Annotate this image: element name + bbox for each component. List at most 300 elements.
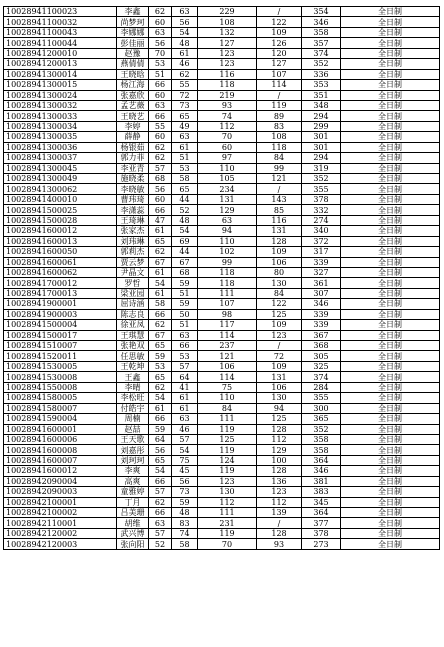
subject-one-score-cell: 93	[198, 100, 257, 110]
foreign-language-score-cell: 69	[172, 236, 198, 246]
politics-score-cell: 67	[149, 257, 172, 267]
study-mode-cell: 全日制	[341, 330, 440, 340]
table-row	[4, 27, 440, 37]
subject-two-score-cell: /	[257, 341, 302, 351]
table-row	[4, 236, 440, 246]
study-mode-cell: 全日制	[341, 278, 440, 288]
name-cell: 王天歌	[117, 434, 149, 444]
total-score-cell: 368	[302, 341, 341, 351]
total-score-cell: 383	[302, 487, 341, 497]
subject-one-score-cell: 111	[198, 508, 257, 518]
subject-one-score-cell: 129	[198, 205, 257, 215]
candidate-id-cell: 10028941100032	[4, 17, 117, 27]
table-row	[4, 455, 440, 465]
foreign-language-score-cell: 61	[172, 142, 198, 152]
study-mode-cell: 全日制	[341, 247, 440, 257]
total-score-cell: 340	[302, 226, 341, 236]
subject-one-score-cell: 116	[198, 69, 257, 79]
study-mode-cell: 全日制	[341, 38, 440, 48]
table-row	[4, 226, 440, 236]
candidate-id-cell: 10028941600006	[4, 434, 117, 444]
subject-one-score-cell: 119	[198, 466, 257, 476]
subject-two-score-cell: 123	[257, 487, 302, 497]
subject-two-score-cell: 109	[257, 247, 302, 257]
politics-score-cell: 66	[149, 476, 172, 486]
table-row	[4, 247, 440, 257]
subject-one-score-cell: 107	[198, 299, 257, 309]
table-row	[4, 7, 440, 17]
politics-score-cell: 62	[149, 320, 172, 330]
name-cell: 丁月	[117, 497, 149, 507]
subject-one-score-cell: 229	[198, 7, 257, 17]
table-row	[4, 17, 440, 27]
table-row	[4, 403, 440, 413]
subject-one-score-cell: 110	[198, 393, 257, 403]
subject-one-score-cell: 118	[198, 278, 257, 288]
politics-score-cell: 64	[149, 434, 172, 444]
foreign-language-score-cell: 59	[172, 278, 198, 288]
politics-score-cell: 54	[149, 466, 172, 476]
subject-two-score-cell: 128	[257, 236, 302, 246]
foreign-language-score-cell: 63	[172, 7, 198, 17]
candidate-id-cell: 10028941900003	[4, 309, 117, 319]
politics-score-cell: 53	[149, 361, 172, 371]
study-mode-cell: 全日制	[341, 205, 440, 215]
subject-two-score-cell: 130	[257, 278, 302, 288]
foreign-language-score-cell: 61	[172, 403, 198, 413]
study-mode-cell: 全日制	[341, 351, 440, 361]
foreign-language-score-cell: 83	[172, 518, 198, 528]
study-mode-cell: 全日制	[341, 17, 440, 27]
foreign-language-score-cell: 63	[172, 330, 198, 340]
politics-score-cell: 54	[149, 393, 172, 403]
total-score-cell: 352	[302, 59, 341, 69]
foreign-language-score-cell: 68	[172, 267, 198, 277]
study-mode-cell: 全日制	[341, 69, 440, 79]
foreign-language-score-cell: 54	[172, 445, 198, 455]
candidate-id-cell: 10028941600050	[4, 247, 117, 257]
subject-two-score-cell: 116	[257, 215, 302, 225]
study-mode-cell: 全日制	[341, 163, 440, 173]
total-score-cell: 299	[302, 121, 341, 131]
politics-score-cell: 61	[149, 403, 172, 413]
foreign-language-score-cell: 62	[172, 69, 198, 79]
foreign-language-score-cell: 73	[172, 487, 198, 497]
total-score-cell: 353	[302, 80, 341, 90]
name-cell: 李爽	[117, 466, 149, 476]
candidate-id-cell: 10028941600012	[4, 226, 117, 236]
candidate-id-cell: 10028942100002	[4, 508, 117, 518]
subject-two-score-cell: 121	[257, 174, 302, 184]
table-row	[4, 163, 440, 173]
foreign-language-score-cell: 49	[172, 121, 198, 131]
foreign-language-score-cell: 64	[172, 372, 198, 382]
subject-two-score-cell: 80	[257, 267, 302, 277]
subject-two-score-cell: /	[257, 518, 302, 528]
study-mode-cell: 全日制	[341, 27, 440, 37]
subject-one-score-cell: 125	[198, 434, 257, 444]
candidate-id-cell: 10028941580005	[4, 393, 117, 403]
study-mode-cell: 全日制	[341, 48, 440, 58]
politics-score-cell: 57	[149, 487, 172, 497]
subject-one-score-cell: 132	[198, 27, 257, 37]
foreign-language-score-cell: 48	[172, 38, 198, 48]
politics-score-cell: 60	[149, 17, 172, 27]
total-score-cell: 351	[302, 90, 341, 100]
total-score-cell: 348	[302, 100, 341, 110]
candidate-id-cell: 10028941100044	[4, 38, 117, 48]
table-row	[4, 121, 440, 131]
table-row	[4, 320, 440, 330]
subject-two-score-cell: 109	[257, 27, 302, 37]
foreign-language-score-cell: 73	[172, 100, 198, 110]
politics-score-cell: 66	[149, 205, 172, 215]
total-score-cell: 319	[302, 163, 341, 173]
name-cell: 武兴博	[117, 528, 149, 538]
candidate-id-cell: 10028941600012	[4, 466, 117, 476]
politics-score-cell: 59	[149, 351, 172, 361]
total-score-cell: 364	[302, 508, 341, 518]
subject-two-score-cell: /	[257, 7, 302, 17]
name-cell: 曹玮琦	[117, 194, 149, 204]
table-row	[4, 351, 440, 361]
subject-two-score-cell: 83	[257, 121, 302, 131]
foreign-language-score-cell: 55	[172, 80, 198, 90]
subject-two-score-cell: 122	[257, 299, 302, 309]
subject-one-score-cell: 117	[198, 320, 257, 330]
table-row	[4, 361, 440, 371]
study-mode-cell: 全日制	[341, 80, 440, 90]
candidate-id-cell: 10028941500025	[4, 205, 117, 215]
table-row	[4, 424, 440, 434]
foreign-language-score-cell: 51	[172, 288, 198, 298]
study-mode-cell: 全日制	[341, 424, 440, 434]
politics-score-cell: 58	[149, 299, 172, 309]
subject-one-score-cell: 97	[198, 153, 257, 163]
name-cell: 孟艺薇	[117, 100, 149, 110]
table-row	[4, 299, 440, 309]
foreign-language-score-cell: 75	[172, 455, 198, 465]
subject-one-score-cell: 63	[198, 215, 257, 225]
name-cell: 李亚青	[117, 163, 149, 173]
foreign-language-score-cell: 45	[172, 466, 198, 476]
study-mode-cell: 全日制	[341, 90, 440, 100]
candidate-id-cell: 10028941300033	[4, 111, 117, 121]
politics-score-cell: 53	[149, 59, 172, 69]
total-score-cell: 345	[302, 497, 341, 507]
total-score-cell: 317	[302, 247, 341, 257]
total-score-cell: 346	[302, 299, 341, 309]
table-row	[4, 215, 440, 225]
foreign-language-score-cell: 51	[172, 320, 198, 330]
subject-two-score-cell: 129	[257, 445, 302, 455]
table-row	[4, 372, 440, 382]
candidate-id-cell: 10028941300034	[4, 121, 117, 131]
foreign-language-score-cell: 65	[172, 184, 198, 194]
foreign-language-score-cell: 48	[172, 215, 198, 225]
name-cell: 赵豫	[117, 48, 149, 58]
name-cell: 杨江海	[117, 80, 149, 90]
study-mode-cell: 全日制	[341, 445, 440, 455]
foreign-language-score-cell: 72	[172, 90, 198, 100]
total-score-cell: 367	[302, 330, 341, 340]
table-row	[4, 487, 440, 497]
candidate-id-cell: 10028941300062	[4, 184, 117, 194]
subject-one-score-cell: 70	[198, 539, 257, 549]
subject-two-score-cell: 107	[257, 69, 302, 79]
total-score-cell: 339	[302, 257, 341, 267]
name-cell: 李潇蕊	[117, 205, 149, 215]
name-cell: 张艳双	[117, 341, 149, 351]
politics-score-cell: 65	[149, 455, 172, 465]
study-mode-cell: 全日制	[341, 59, 440, 69]
politics-score-cell: 65	[149, 372, 172, 382]
name-cell: 付皓宇	[117, 403, 149, 413]
name-cell: 李晓敏	[117, 184, 149, 194]
politics-score-cell: 62	[149, 497, 172, 507]
total-score-cell: 355	[302, 393, 341, 403]
candidate-id-cell: 10028941600061	[4, 257, 117, 267]
foreign-language-score-cell: 46	[172, 424, 198, 434]
table-row	[4, 497, 440, 507]
candidate-id-cell: 10028941300036	[4, 142, 117, 152]
subject-two-score-cell: 89	[257, 111, 302, 121]
total-score-cell: 378	[302, 528, 341, 538]
total-score-cell: 301	[302, 132, 341, 142]
politics-score-cell: 62	[149, 7, 172, 17]
foreign-language-score-cell: 54	[172, 27, 198, 37]
name-cell: 王鑫	[117, 372, 149, 382]
politics-score-cell: 57	[149, 163, 172, 173]
table-row	[4, 278, 440, 288]
subject-two-score-cell: 93	[257, 539, 302, 549]
candidate-id-cell: 10028941500004	[4, 320, 117, 330]
study-mode-cell: 全日制	[341, 184, 440, 194]
subject-one-score-cell: 70	[198, 132, 257, 142]
table-row	[4, 508, 440, 518]
name-cell: 刘嘉彤	[117, 445, 149, 455]
foreign-language-score-cell: 57	[172, 434, 198, 444]
politics-score-cell: 70	[149, 48, 172, 58]
study-mode-cell: 全日制	[341, 121, 440, 131]
subject-two-score-cell: 139	[257, 508, 302, 518]
foreign-language-score-cell: 66	[172, 341, 198, 351]
study-mode-cell: 全日制	[341, 215, 440, 225]
politics-score-cell: 56	[149, 38, 172, 48]
total-score-cell: 301	[302, 142, 341, 152]
subject-one-score-cell: 119	[198, 424, 257, 434]
candidate-id-cell: 10028941300015	[4, 80, 117, 90]
subject-one-score-cell: 234	[198, 184, 257, 194]
total-score-cell: 305	[302, 351, 341, 361]
candidate-id-cell: 10028941600062	[4, 267, 117, 277]
candidate-id-cell: 10028941600007	[4, 455, 117, 465]
name-cell: 郭力菲	[117, 153, 149, 163]
foreign-language-score-cell: 53	[172, 351, 198, 361]
name-cell: 梁亚园	[117, 288, 149, 298]
table-row	[4, 267, 440, 277]
total-score-cell: 336	[302, 69, 341, 79]
candidate-id-cell: 10028942090004	[4, 476, 117, 486]
name-cell: 周楠	[117, 414, 149, 424]
foreign-language-score-cell: 67	[172, 257, 198, 267]
subject-one-score-cell: 112	[198, 121, 257, 131]
subject-two-score-cell: 125	[257, 414, 302, 424]
study-mode-cell: 全日制	[341, 487, 440, 497]
subject-two-score-cell: 108	[257, 132, 302, 142]
subject-two-score-cell: 100	[257, 455, 302, 465]
study-mode-cell: 全日制	[341, 497, 440, 507]
table-row	[4, 38, 440, 48]
foreign-language-score-cell: 63	[172, 414, 198, 424]
name-cell: 张嘉欣	[117, 90, 149, 100]
candidate-id-cell: 10028942100001	[4, 497, 117, 507]
total-score-cell: 339	[302, 320, 341, 330]
politics-score-cell: 59	[149, 424, 172, 434]
name-cell: 李婷	[117, 121, 149, 131]
candidate-id-cell: 10028941100023	[4, 7, 117, 17]
foreign-language-score-cell: 61	[172, 393, 198, 403]
subject-one-score-cell: 111	[198, 414, 257, 424]
subject-two-score-cell: 85	[257, 205, 302, 215]
name-cell: 胡维	[117, 518, 149, 528]
foreign-language-score-cell: 61	[172, 48, 198, 58]
candidate-id-cell: 10028941300014	[4, 69, 117, 79]
table-row	[4, 257, 440, 267]
table-row	[4, 539, 440, 549]
subject-two-score-cell: 126	[257, 38, 302, 48]
subject-two-score-cell: 84	[257, 153, 302, 163]
subject-one-score-cell: 106	[198, 361, 257, 371]
candidate-id-cell: 10028941700013	[4, 288, 117, 298]
foreign-language-score-cell: 58	[172, 174, 198, 184]
table-row	[4, 466, 440, 476]
study-mode-cell: 全日制	[341, 393, 440, 403]
total-score-cell: 358	[302, 445, 341, 455]
candidate-id-cell: 10028941200013	[4, 59, 117, 69]
subject-two-score-cell: 128	[257, 424, 302, 434]
subject-two-score-cell: 106	[257, 257, 302, 267]
name-cell: 李晴	[117, 382, 149, 392]
politics-score-cell: 61	[149, 288, 172, 298]
study-mode-cell: 全日制	[341, 226, 440, 236]
subject-two-score-cell: 128	[257, 466, 302, 476]
subject-two-score-cell: 109	[257, 361, 302, 371]
name-cell: 尚梦珂	[117, 17, 149, 27]
subject-two-score-cell: /	[257, 90, 302, 100]
politics-score-cell: 63	[149, 27, 172, 37]
study-mode-cell: 全日制	[341, 466, 440, 476]
candidate-id-cell: 10028942120003	[4, 539, 117, 549]
politics-score-cell: 60	[149, 194, 172, 204]
subject-one-score-cell: 75	[198, 382, 257, 392]
total-score-cell: 372	[302, 236, 341, 246]
subject-one-score-cell: 123	[198, 48, 257, 58]
name-cell: 尹晶文	[117, 267, 149, 277]
total-score-cell: 355	[302, 184, 341, 194]
total-score-cell: 294	[302, 153, 341, 163]
subject-two-score-cell: 136	[257, 476, 302, 486]
politics-score-cell: 61	[149, 267, 172, 277]
candidate-id-cell: 10028941600008	[4, 445, 117, 455]
table-row	[4, 194, 440, 204]
subject-one-score-cell: 131	[198, 194, 257, 204]
subject-one-score-cell: 110	[198, 236, 257, 246]
politics-score-cell: 63	[149, 518, 172, 528]
study-mode-cell: 全日制	[341, 518, 440, 528]
subject-one-score-cell: 105	[198, 174, 257, 184]
subject-one-score-cell: 127	[198, 38, 257, 48]
study-mode-cell: 全日制	[341, 539, 440, 549]
total-score-cell: 358	[302, 27, 341, 37]
politics-score-cell: 66	[149, 80, 172, 90]
subject-one-score-cell: 110	[198, 163, 257, 173]
total-score-cell: 381	[302, 476, 341, 486]
candidate-id-cell: 10028941550008	[4, 382, 117, 392]
total-score-cell: 346	[302, 17, 341, 27]
study-mode-cell: 全日制	[341, 174, 440, 184]
total-score-cell: 307	[302, 288, 341, 298]
name-cell: 张家杰	[117, 226, 149, 236]
subject-one-score-cell: 99	[198, 257, 257, 267]
table-row	[4, 90, 440, 100]
subject-two-score-cell: 114	[257, 80, 302, 90]
foreign-language-score-cell: 59	[172, 299, 198, 309]
study-mode-cell: 全日制	[341, 476, 440, 486]
foreign-language-score-cell: 53	[172, 163, 198, 173]
subject-one-score-cell: 60	[198, 142, 257, 152]
politics-score-cell: 68	[149, 174, 172, 184]
name-cell: 贾云梦	[117, 257, 149, 267]
foreign-language-score-cell: 56	[172, 476, 198, 486]
subject-two-score-cell: /	[257, 184, 302, 194]
name-cell: 彭佳丽	[117, 38, 149, 48]
table-row	[4, 528, 440, 538]
subject-two-score-cell: 128	[257, 528, 302, 538]
table-row	[4, 288, 440, 298]
name-cell: 屈诗涵	[117, 299, 149, 309]
total-score-cell: 332	[302, 205, 341, 215]
table-row	[4, 132, 440, 142]
total-score-cell: 374	[302, 372, 341, 382]
subject-one-score-cell: 118	[198, 267, 257, 277]
candidate-id-cell: 10028941300049	[4, 174, 117, 184]
table-row	[4, 330, 440, 340]
table-row	[4, 153, 440, 163]
subject-two-score-cell: 120	[257, 48, 302, 58]
politics-score-cell: 54	[149, 278, 172, 288]
study-mode-cell: 全日制	[341, 434, 440, 444]
total-score-cell: 352	[302, 424, 341, 434]
total-score-cell: 327	[302, 267, 341, 277]
subject-two-score-cell: 130	[257, 393, 302, 403]
candidate-id-cell: 10028941300035	[4, 132, 117, 142]
candidate-id-cell: 10028942090003	[4, 487, 117, 497]
total-score-cell: 358	[302, 434, 341, 444]
total-score-cell: 284	[302, 382, 341, 392]
foreign-language-score-cell: 48	[172, 508, 198, 518]
politics-score-cell: 62	[149, 142, 172, 152]
table-row	[4, 382, 440, 392]
study-mode-cell: 全日制	[341, 341, 440, 351]
candidate-id-cell: 10028941400010	[4, 194, 117, 204]
candidate-id-cell: 10028941600013	[4, 236, 117, 246]
politics-score-cell: 66	[149, 111, 172, 121]
candidate-id-cell: 10028941200010	[4, 48, 117, 58]
table-row	[4, 309, 440, 319]
subject-one-score-cell: 98	[198, 309, 257, 319]
subject-two-score-cell: 131	[257, 372, 302, 382]
